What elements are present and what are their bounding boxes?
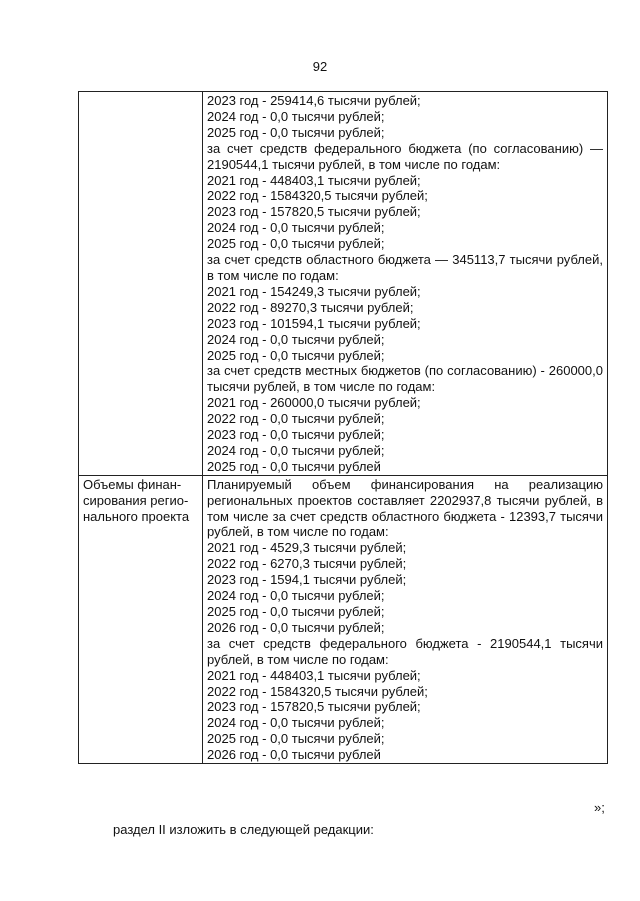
page-number: 92 bbox=[312, 59, 328, 74]
funding-line: 2022 год - 6270,3 тысячи рублей; bbox=[207, 556, 407, 572]
row-label-empty bbox=[79, 92, 203, 476]
funding-line: 2025 год - 0,0 тысячи рублей; bbox=[207, 731, 385, 747]
funding-line: 2021 год - 448403,1 тысячи рублей; bbox=[207, 667, 421, 683]
funding-table bbox=[78, 91, 608, 764]
funding-line: 2024 год - 0,0 тысячи рублей; bbox=[207, 220, 385, 236]
funding-line: 2024 год - 0,0 тысячи рублей; bbox=[207, 588, 385, 604]
row-value-funding-continued bbox=[203, 92, 608, 476]
funding-line: 2023 год - 157820,5 тысячи рублей; bbox=[207, 699, 421, 715]
funding-line: 2022 год - 89270,3 тысячи рублей; bbox=[207, 299, 414, 315]
table-row-funding-continued bbox=[79, 92, 608, 476]
funding-line: 2023 год - 259414,6 тысячи рублей; bbox=[207, 93, 421, 108]
funding-line: 2025 год - 0,0 тысячи рублей; bbox=[207, 236, 385, 252]
funding-line: 2023 год - 1594,1 тысячи рублей; bbox=[207, 572, 407, 588]
funding-line: 2025 год - 0,0 тысячи рублей; bbox=[207, 604, 385, 619]
funding-line: 2022 год - 0,0 тысячи рублей; bbox=[207, 411, 385, 427]
funding-line: 2024 год - 0,0 тысячи рублей; bbox=[207, 442, 385, 458]
planned-funding-summary: Планируемый объем финансирования на реализацию региональных проектов составляет 2202937,8 тысячи рублей, в том числе за счет средств областного бюджета - 12393,7 тысячи рублей, в том числе по годам: bbox=[207, 476, 603, 540]
funding-line: 2024 год - 0,0 тысячи рублей; bbox=[207, 108, 385, 124]
regional-budget-heading: за счет средств областного бюджета — 345113,7 тысячи рублей, в том числе по годам: bbox=[207, 252, 603, 283]
funding-line: 2021 год - 154249,3 тысячи рублей; bbox=[207, 283, 421, 299]
funding-line: 2025 год - 0,0 тысячи рублей; bbox=[207, 124, 385, 140]
funding-line: 2023 год - 157820,5 тысячи рублей; bbox=[207, 204, 421, 220]
funding-line: 2023 год - 0,0 тысячи рублей; bbox=[207, 427, 385, 443]
funding-line: 2025 год - 0,0 тысячи рублей bbox=[207, 458, 381, 474]
funding-line: 2024 год - 0,0 тысячи рублей; bbox=[207, 715, 385, 731]
amendment-instruction: раздел II изложить в следующей редакции: bbox=[113, 822, 374, 837]
funding-line: 2024 год - 0,0 тысячи рублей; bbox=[207, 331, 385, 347]
funding-line: 2026 год - 0,0 тысячи рублей; bbox=[207, 619, 385, 635]
funding-line: 2021 год - 448403,1 тысячи рублей; bbox=[207, 172, 421, 188]
funding-line: 2023 год - 101594,1 тысячи рублей; bbox=[207, 315, 421, 331]
closing-quote: »; bbox=[594, 800, 605, 815]
row-label-regional-project-funding: Объемы финансирования регионального проекта bbox=[79, 475, 203, 763]
funding-line: 2021 год - 260000,0 тысячи рублей; bbox=[207, 395, 421, 411]
funding-line: 2026 год - 0,0 тысячи рублей bbox=[207, 747, 381, 763]
row-value-regional-project-funding bbox=[203, 475, 608, 763]
funding-line: 2021 год - 4529,3 тысячи рублей; bbox=[207, 540, 407, 556]
federal-budget-heading: за счет средств федерального бюджета (по согласованию) — 2190544,1 тысячи рублей, в том числе по годам: bbox=[207, 140, 603, 172]
table-row-regional-project-funding bbox=[79, 475, 608, 763]
local-budget-heading: за счет средств местных бюджетов (по согласованию) - 260000,0 тысячи рублей, в том числе по годам: bbox=[207, 363, 603, 395]
federal-budget-heading: за счет средств федерального бюджета - 2190544,1 тысячи рублей, в том числе по годам: bbox=[207, 635, 603, 667]
funding-line: 2022 год - 1584320,5 тысячи рублей; bbox=[207, 683, 428, 699]
funding-line: 2022 год - 1584320,5 тысячи рублей; bbox=[207, 188, 428, 204]
funding-line: 2025 год - 0,0 тысячи рублей; bbox=[207, 347, 385, 363]
